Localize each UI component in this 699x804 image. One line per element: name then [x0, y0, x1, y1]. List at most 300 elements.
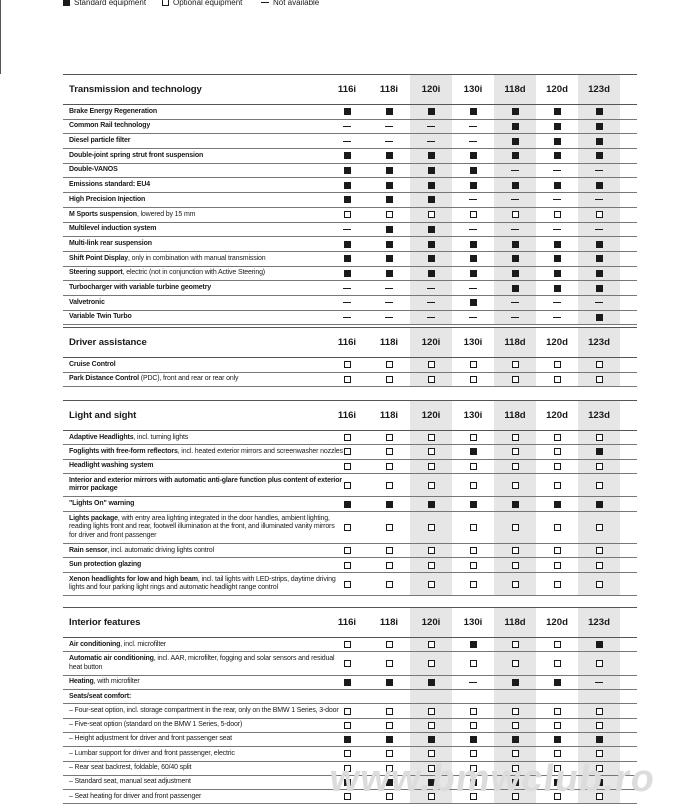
optional-square-icon — [554, 376, 561, 383]
table-cell-123d — [578, 208, 620, 222]
table-row — [63, 544, 637, 558]
row-label-text: – Lumbar support for driver and front passenger, electric — [69, 749, 235, 757]
table-cell-120d — [536, 676, 578, 689]
optional-square-icon — [428, 463, 435, 470]
not-available-dash-icon — [343, 229, 351, 230]
table-cell-123d — [578, 120, 620, 134]
table-cell-130i — [452, 267, 494, 281]
optional-square-icon — [512, 211, 519, 218]
row-label — [69, 252, 343, 266]
standard-square-icon — [386, 241, 393, 248]
standard-square-icon — [596, 314, 603, 321]
table-cell-130i — [452, 296, 494, 310]
standard-square-icon — [470, 641, 477, 648]
table-cell-120d — [536, 512, 578, 544]
row-label — [69, 373, 343, 387]
optional-square-icon — [554, 211, 561, 218]
optional-square-icon — [512, 361, 519, 368]
optional-square-icon — [344, 361, 351, 368]
table-cell-130i — [452, 445, 494, 458]
standard-square-icon — [470, 270, 477, 277]
optional-square-icon — [428, 482, 435, 489]
standard-square-icon — [344, 736, 351, 743]
not-available-dash-icon — [385, 126, 393, 127]
table-cell-123d — [578, 676, 620, 689]
standard-square-icon — [386, 270, 393, 277]
optional-square-icon — [428, 361, 435, 368]
optional-square-icon — [596, 361, 603, 368]
optional-square-icon — [428, 641, 435, 648]
optional-square-icon — [428, 448, 435, 455]
standard-square-icon — [596, 501, 603, 508]
optional-square-icon — [470, 376, 477, 383]
optional-square-icon — [512, 708, 519, 715]
column-header-120i: 120i — [410, 401, 452, 430]
table-cell-123d — [578, 431, 620, 444]
table-cell-118d — [494, 252, 536, 266]
standard-square-icon — [596, 123, 603, 130]
optional-square-icon — [386, 376, 393, 383]
optional-square-icon — [162, 0, 169, 6]
optional-square-icon — [470, 524, 477, 531]
table-cell-120i — [410, 512, 452, 544]
column-header-116i: 116i — [337, 410, 357, 421]
legend-standard: Standard equipment — [63, 0, 146, 7]
margin-rule — [0, 0, 1, 74]
table-row — [63, 358, 637, 373]
column-header-123d: 123d — [578, 75, 620, 104]
row-label — [69, 296, 343, 310]
table-cell-130i — [452, 223, 494, 237]
table-cell-130i — [452, 719, 494, 732]
optional-square-icon — [470, 581, 477, 588]
table-cell-120i — [410, 358, 452, 372]
row-label-text: Air conditioning, incl. microfilter — [69, 640, 167, 648]
row-label — [69, 223, 343, 237]
standard-square-icon — [428, 196, 435, 203]
table-cell-120i — [410, 733, 452, 746]
table-cell-118i — [368, 497, 410, 510]
table-cell-130i — [452, 252, 494, 266]
optional-square-icon — [512, 463, 519, 470]
row-label — [69, 638, 343, 651]
optional-square-icon — [596, 722, 603, 729]
optional-square-icon — [344, 581, 351, 588]
section-title: Interior features — [69, 617, 141, 628]
optional-square-icon — [344, 547, 351, 554]
optional-square-icon — [428, 376, 435, 383]
optional-square-icon — [344, 524, 351, 531]
optional-square-icon — [554, 581, 561, 588]
row-label — [69, 747, 343, 760]
standard-square-icon — [386, 167, 393, 174]
table-cell-120i — [410, 281, 452, 295]
table-cell-120i — [410, 223, 452, 237]
optional-square-icon — [470, 482, 477, 489]
row-label — [69, 719, 343, 732]
row-label-text: Common Rail technology — [69, 122, 151, 130]
optional-square-icon — [596, 482, 603, 489]
table-cell-123d — [578, 558, 620, 571]
table-cell-118i — [368, 267, 410, 281]
standard-square-icon — [344, 108, 351, 115]
not-available-dash-icon — [343, 302, 351, 303]
section-title: Transmission and technology — [69, 84, 202, 95]
optional-square-icon — [386, 641, 393, 648]
optional-square-icon — [344, 722, 351, 729]
column-header-116i: 116i — [337, 84, 357, 95]
table-cell-120d — [536, 311, 578, 325]
table-cell-118i — [368, 445, 410, 458]
table-cell-120i — [410, 460, 452, 473]
table-cell-120i — [410, 267, 452, 281]
not-available-dash-icon — [427, 141, 435, 142]
standard-square-icon — [386, 255, 393, 262]
row-label — [69, 474, 343, 497]
column-header-120i: 120i — [410, 608, 452, 637]
table-cell-120i — [410, 208, 452, 222]
table-cell-130i — [452, 733, 494, 746]
table-cell-120i — [410, 149, 452, 163]
table-cell-120i — [410, 431, 452, 444]
column-header-118d: 118d — [494, 608, 536, 637]
optional-square-icon — [386, 581, 393, 588]
standard-square-icon — [386, 108, 393, 115]
row-label-text: – Standard seat, manual seat adjustment — [69, 778, 191, 786]
standard-square-icon — [596, 182, 603, 189]
not-available-dash-icon — [469, 317, 477, 318]
table-cell-120i — [410, 474, 452, 497]
row-label — [69, 105, 343, 119]
optional-square-icon — [470, 660, 477, 667]
optional-square-icon — [554, 708, 561, 715]
table-cell-130i — [452, 164, 494, 178]
row-label — [69, 512, 343, 544]
optional-square-icon — [386, 660, 393, 667]
standard-square-icon — [386, 196, 393, 203]
table-cell-118d — [494, 178, 536, 192]
table-cell-130i — [452, 237, 494, 251]
table-cell-118i — [368, 474, 410, 497]
table-cell-120d — [536, 652, 578, 675]
standard-square-icon — [554, 182, 561, 189]
row-label-text: Park Distance Control (PDC), front and rear or rear only — [69, 375, 239, 383]
standard-square-icon — [470, 299, 477, 306]
table-cell-130i — [452, 474, 494, 497]
table-cell-118i — [368, 193, 410, 207]
not-available-dash-icon — [511, 229, 519, 230]
table-cell-118i — [368, 638, 410, 651]
table-cell-120d — [536, 149, 578, 163]
row-label-text: – Five-seat option (standard on the BMW 1 Series, 5-door) — [69, 721, 243, 729]
standard-square-icon — [428, 255, 435, 262]
standard-square-icon — [344, 167, 351, 174]
table-cell-120i — [410, 164, 452, 178]
optional-square-icon — [428, 562, 435, 569]
optional-square-icon — [386, 361, 393, 368]
table-cell-118d — [494, 704, 536, 717]
row-label-text: Adaptive Headlights, incl. turning lights — [69, 433, 189, 441]
row-label — [69, 776, 343, 789]
not-available-dash-icon — [553, 229, 561, 230]
standard-square-icon — [512, 501, 519, 508]
table-cell-120d — [536, 460, 578, 473]
table-cell-120i — [410, 296, 452, 310]
standard-square-icon — [596, 255, 603, 262]
table-cell-130i — [452, 497, 494, 510]
column-header-123d: 123d — [578, 608, 620, 637]
optional-square-icon — [512, 482, 519, 489]
not-available-dash-icon — [427, 288, 435, 289]
row-label — [69, 704, 343, 717]
table-cell-118i — [368, 208, 410, 222]
table-cell-130i — [452, 373, 494, 387]
table-cell-130i — [452, 573, 494, 596]
table-cell-118d — [494, 652, 536, 675]
table-cell-118i — [368, 690, 410, 703]
optional-square-icon — [554, 448, 561, 455]
standard-square-icon — [386, 736, 393, 743]
optional-square-icon — [344, 660, 351, 667]
not-available-dash-icon — [511, 317, 519, 318]
table-cell-120i — [410, 105, 452, 119]
standard-square-icon — [428, 167, 435, 174]
table-cell-123d — [578, 512, 620, 544]
optional-square-icon — [428, 708, 435, 715]
table-cell-130i — [452, 690, 494, 703]
table-cell-118i — [368, 105, 410, 119]
table-cell-130i — [452, 676, 494, 689]
not-available-dash-icon — [595, 302, 603, 303]
optional-square-icon — [344, 448, 351, 455]
table-row — [63, 134, 637, 149]
optional-square-icon — [428, 211, 435, 218]
table-row — [63, 311, 637, 326]
standard-square-icon — [596, 270, 603, 277]
not-available-dash-icon — [385, 302, 393, 303]
table-cell-118i — [368, 460, 410, 473]
row-label-text: Headlight washing system — [69, 462, 154, 470]
optional-square-icon — [386, 547, 393, 554]
table-cell-123d — [578, 497, 620, 510]
table-cell-123d — [578, 373, 620, 387]
table-cell-118i — [368, 223, 410, 237]
table-cell-123d — [578, 704, 620, 717]
row-label — [69, 311, 343, 325]
row-label-text: Double-joint spring strut front suspension — [69, 151, 204, 159]
column-header-130i: 130i — [463, 617, 483, 628]
row-label-text: Multilevel induction system — [69, 225, 157, 233]
row-label — [69, 733, 343, 746]
row-label-text: Interior and exterior mirrors with automatic anti-glare function plus content of exterior mirror package — [69, 476, 342, 493]
table-cell-118d — [494, 638, 536, 651]
table-cell-130i — [452, 208, 494, 222]
optional-square-icon — [596, 434, 603, 441]
table-row — [63, 252, 637, 267]
standard-square-icon — [386, 679, 393, 686]
row-label — [69, 267, 343, 281]
standard-square-icon — [554, 501, 561, 508]
table-cell-130i — [452, 178, 494, 192]
table-cell-118i — [368, 573, 410, 596]
table-cell-118i — [368, 164, 410, 178]
table-cell-120d — [536, 237, 578, 251]
not-available-dash-icon — [343, 141, 351, 142]
standard-square-icon — [512, 138, 519, 145]
optional-square-icon — [386, 482, 393, 489]
not-available-dash-icon — [553, 199, 561, 200]
table-cell-118d — [494, 445, 536, 458]
table-cell-118i — [368, 134, 410, 148]
table-row — [63, 690, 637, 704]
standard-square-icon — [554, 123, 561, 130]
table-cell-118i — [368, 558, 410, 571]
table-cell-118d — [494, 733, 536, 746]
standard-square-icon — [344, 270, 351, 277]
optional-square-icon — [386, 750, 393, 757]
standard-square-icon — [512, 152, 519, 159]
table-cell-120i — [410, 652, 452, 675]
standard-square-icon — [428, 226, 435, 233]
not-available-dash-icon — [427, 126, 435, 127]
table-cell-118i — [368, 358, 410, 372]
row-label-text: Heating, with microfilter — [69, 678, 140, 686]
optional-square-icon — [512, 750, 519, 757]
optional-square-icon — [428, 722, 435, 729]
row-label-text: Double-VANOS — [69, 166, 118, 174]
table-cell-130i — [452, 460, 494, 473]
table-cell-123d — [578, 445, 620, 458]
table-cell-118d — [494, 719, 536, 732]
table-cell-123d — [578, 134, 620, 148]
table-cell-118i — [368, 652, 410, 675]
standard-square-icon — [470, 241, 477, 248]
standard-square-icon — [344, 255, 351, 262]
table-cell-120i — [410, 373, 452, 387]
row-label-text: – Seat heating for driver and front passenger — [69, 792, 202, 800]
table-cell-118i — [368, 178, 410, 192]
not-available-dash-icon — [385, 141, 393, 142]
not-available-dash-icon — [469, 141, 477, 142]
not-available-dash-icon — [553, 302, 561, 303]
standard-square-icon — [428, 501, 435, 508]
row-label-text: – Four-seat option, incl. storage compartment in the rear, only on the BMW 1 Series, 3-door — [69, 706, 339, 714]
table-cell-118d — [494, 208, 536, 222]
table-row — [63, 237, 637, 252]
table-row — [63, 105, 637, 120]
optional-square-icon — [554, 361, 561, 368]
table-cell-120d — [536, 558, 578, 571]
table-cell-118d — [494, 149, 536, 163]
table-row — [63, 652, 637, 676]
optional-square-icon — [386, 722, 393, 729]
optional-square-icon — [554, 641, 561, 648]
optional-square-icon — [344, 376, 351, 383]
row-label — [69, 573, 343, 596]
table-cell-118i — [368, 237, 410, 251]
row-label — [69, 790, 343, 803]
standard-square-icon — [554, 736, 561, 743]
row-label-text: Brake Energy Regeneration — [69, 107, 158, 115]
optional-square-icon — [428, 750, 435, 757]
table-cell-120i — [410, 704, 452, 717]
section-header — [63, 327, 637, 358]
row-label — [69, 208, 343, 222]
section-transmission-and-technology — [63, 74, 637, 325]
table-cell-123d — [578, 223, 620, 237]
row-label — [69, 445, 343, 458]
table-row — [63, 497, 637, 511]
table-cell-130i — [452, 311, 494, 325]
table-cell-120d — [536, 719, 578, 732]
standard-square-icon — [470, 255, 477, 262]
standard-square-icon — [386, 152, 393, 159]
optional-square-icon — [596, 562, 603, 569]
row-label-text: High Precision Injection — [69, 195, 146, 203]
row-label-text: Automatic air conditioning, incl. AAR, microfilter, fogging and solar sensors and residual heat button — [69, 655, 335, 671]
table-row — [63, 120, 637, 135]
standard-square-icon — [428, 679, 435, 686]
table-cell-118d — [494, 512, 536, 544]
table-row — [63, 676, 637, 690]
table-row — [63, 704, 637, 718]
row-label — [69, 762, 343, 775]
optional-square-icon — [386, 562, 393, 569]
table-cell-118i — [368, 149, 410, 163]
row-label — [69, 120, 343, 134]
column-header-130i: 130i — [463, 410, 483, 421]
optional-square-icon — [428, 524, 435, 531]
table-cell-123d — [578, 252, 620, 266]
row-label — [69, 558, 343, 571]
table-cell-123d — [578, 638, 620, 651]
optional-square-icon — [554, 750, 561, 757]
optional-square-icon — [470, 547, 477, 554]
table-cell-118d — [494, 223, 536, 237]
table-row — [63, 223, 637, 238]
table-cell-120i — [410, 690, 452, 703]
column-header-123d: 123d — [578, 328, 620, 357]
table-cell-120d — [536, 497, 578, 510]
table-row — [63, 178, 637, 193]
table-cell-120i — [410, 134, 452, 148]
standard-square-icon — [554, 241, 561, 248]
table-cell-120d — [536, 193, 578, 207]
standard-square-icon — [512, 123, 519, 130]
row-label — [69, 460, 343, 473]
row-label-text: Lights package, with entry area lighting integrated in the door handles, ambient lighting, reading lights front and rear, footwell illumination at the front, and illuminated vanity mirrors for driver and front passenger — [69, 514, 335, 539]
table-row — [63, 719, 637, 733]
table-cell-123d — [578, 149, 620, 163]
column-header-118d: 118d — [494, 75, 536, 104]
table-cell-120d — [536, 573, 578, 596]
table-cell-130i — [452, 149, 494, 163]
table-cell-123d — [578, 267, 620, 281]
optional-square-icon — [554, 482, 561, 489]
table-cell-120d — [536, 178, 578, 192]
table-cell-123d — [578, 281, 620, 295]
table-cell-130i — [452, 652, 494, 675]
row-label — [69, 134, 343, 148]
table-cell-118d — [494, 558, 536, 571]
optional-square-icon — [428, 660, 435, 667]
standard-square-icon — [344, 152, 351, 159]
row-label — [69, 690, 343, 703]
row-label-text: Variable Twin Turbo — [69, 313, 132, 321]
table-row — [63, 474, 637, 498]
table-row — [63, 445, 637, 459]
table-row — [63, 281, 637, 296]
